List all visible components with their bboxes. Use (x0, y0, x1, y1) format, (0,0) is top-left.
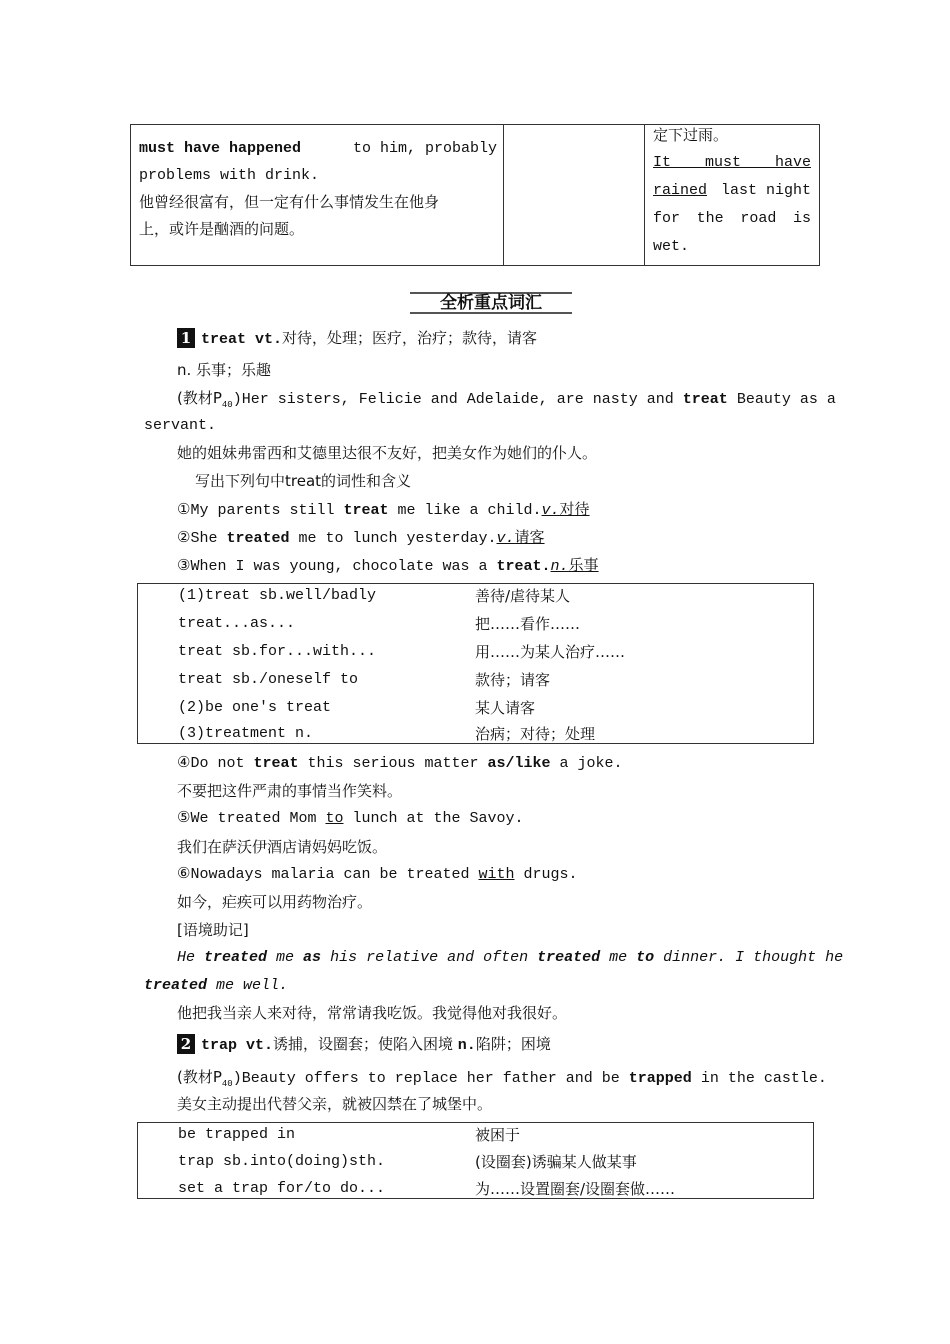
example-4: ④Do not treat this serious matter as/like a joke. (177, 755, 623, 772)
section-title: 全析重点词汇 (410, 292, 572, 314)
example-5-cn: 我们在萨沃伊酒店请妈妈吃饭。 (177, 838, 388, 856)
phrase-en: (1)treat sb.well/badly (178, 587, 377, 604)
example-4-cn: 不要把这件严肃的事情当作笑料。 (177, 782, 403, 800)
phrase-cn: 用……为某人治疗…… (475, 643, 626, 661)
phrase-en: (2)be one's treat (178, 699, 332, 716)
phrase-en: treat sb./oneself to (178, 671, 359, 688)
table-divider (644, 125, 645, 265)
word1-source: (教材$P_{40})Her$ sisters, Felicie and Adelaide, are nasty and treat Beauty as a (177, 389, 836, 410)
phrase-en: treat...as... (178, 615, 296, 632)
number-badge: 2 (177, 1034, 195, 1054)
phrase-box-trap (137, 1122, 814, 1199)
table-cell-example: must have happened to him, probably problems with drink. 他曾经很富有，但一定有什么事情发生在他身 上，或许是酗酒的问题。 (139, 140, 497, 238)
memo-en: He treated me as his relative and often treated me to dinner. I thought he (177, 949, 844, 966)
example-6-cn: 如今，疟疾可以用药物治疗。 (177, 893, 373, 911)
number-badge: 1 (177, 328, 195, 348)
phrase-en: trap sb.into(doing)sth. (178, 1153, 386, 1170)
word1-source-cn: 她的姐妹弗雷西和艾德里达很不友好，把美女作为她们的仆人。 (177, 444, 598, 462)
example-3: ③When I was young, chocolate was a treat.n.乐事 (177, 556, 599, 575)
phrase-cn: 某人请客 (475, 699, 536, 717)
word1-task: 写出下列句中treat的词性和含义 (195, 472, 412, 490)
phrase-en: be trapped in (178, 1126, 296, 1143)
word2-source: (教材$P_{40})Beauty$ offers to replace her father and be trapped in the castle. (177, 1068, 827, 1089)
phrase-cn: 被困于 (475, 1126, 521, 1144)
phrase-cn: 把……看作…… (475, 615, 581, 633)
word1-heading: 1 treat vt.对待，处理；医疗，治疗；款待，请客 (177, 328, 537, 350)
phrase-cn: 善待/虐待某人 (475, 587, 571, 605)
top-table (130, 124, 820, 266)
memo-label: [语境助记] (177, 921, 249, 939)
phrase-cn: 治病；对待；处理 (475, 725, 596, 743)
table-divider (503, 125, 504, 265)
phrase-cn: 为……设置圈套/设圈套做…… (475, 1180, 676, 1198)
example-2: ②She treated me to lunch yesterday.v.请客 (177, 528, 545, 547)
phrase-en: (3)treatment n. (178, 725, 314, 742)
example-6: ⑥Nowadays malaria can be treated with drugs. (177, 866, 578, 883)
word2-heading: 2 trap vt.诱捕，设圈套；使陷入困境 n.陷阱；困境 (177, 1034, 551, 1056)
example-5: ⑤We treated Mom to lunch at the Savoy. (177, 810, 524, 827)
phrase-box-treat (137, 583, 814, 744)
phrase-cn: (设圈套)诱骗某人做某事 (475, 1153, 637, 1171)
phrase-cn: 款待；请客 (475, 671, 551, 689)
phrase-en: treat sb.for...with... (178, 643, 377, 660)
example-1: ①My parents still treat me like a child.v.对待 (177, 500, 590, 519)
memo-en-cont: treated me well. (144, 977, 289, 994)
table-cell-note: 定下过雨。 It must have rained last night for the road is wet. (653, 126, 811, 255)
word2-source-cn: 美女主动提出代替父亲，就被囚禁在了城堡中。 (177, 1095, 493, 1113)
word1-noun: n. 乐事；乐趣 (177, 361, 272, 379)
word1-source-cont: servant. (144, 417, 217, 434)
phrase-en: set a trap for/to do... (178, 1180, 386, 1197)
memo-cn: 他把我当亲人来对待，常常请我吃饭。我觉得他对我很好。 (177, 1004, 568, 1022)
